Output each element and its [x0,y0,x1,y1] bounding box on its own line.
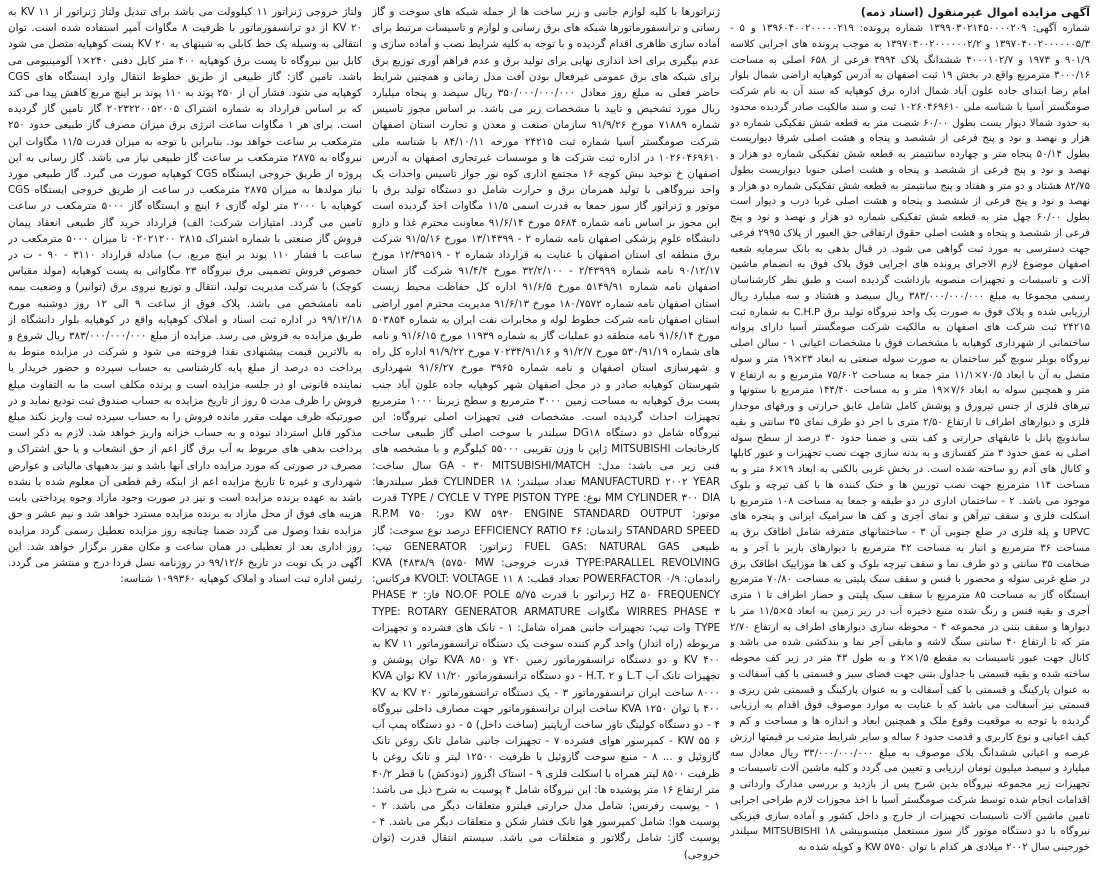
notice-column-left [8,4,362,876]
notice-body-part-1: شماره آگهی: ۱۳۹۹۰۳۰۲۱۴۵۰۰۰۰۲۰۹ شماره پرونده: ۱۳۹۶۰۴۰۰۲۰۰۰۰۰۲۱۹ و ۵ - ۱۳۹۷۰۴۰۰۲۰۰۰۰۰۰۵/۳ و ۱۳۹۷۰۴۰۰۲۰۰۰۰۰۰۲/۲ به موجب پرونده های اجرایی کلاسه ۹۰۱/۹ و ۱۹۷۳ و ۴۰۰۰۱۰۲/۷ ششدانگ پلاک ۳۹۹۴ فرعی از ۶۵۸ اصلی به مساحت ۳۰۰۰/۱۶ مترمربع واقع در بخش ۱۹ ثبت اصفهان به آدرس کوهپایه اراضی شمال بلوار امام رضا ابتدای جاده علون آباد شمال اداره برق کوهپایه که سند آن به نام شرکت صومگستر آسیا با شناسه ملی ۱۰۲۶۰۴۶۹۶۱۰ ثبت و سند مالکیت صادر گردیده محدود به حدود شمالا دیوار یست بطول ۶۰/۰۰ شصت متر به قطعه شش تفکیکی شماره دو هزار و نهصد و نود و پنج فرعی از ششصد و پنجاه و هشت اصلی شرقا دیواریست بطول ۵۰/۱۴ پنجاه متر و چهارده سانتیمتر به قطعه شش تفکیکی شماره دو هزار و نهصد و نود و پنج فرعی از ششصد و پنجاه و هشت اصلی جنوبا دیواریست بطول ۸۲/۷۵ هشتاد و دو متر و هفتاد و پنج سانتیمتر به قطعه شش تفکیکی شماره دو هزار و نهصد و نود و پنج فرعی از ششصد و پنجاه و هشت اصلی غربا درب و دیوار است بطول ۶۰/۰۰ چهل متر به قطعه شش تفکیکی شماره دو هزار و نهصد و نود و پنج فرعی از ششصد و پنجاه و هشت اصلی حقوق ارتفاقی حق العبور از پلاک ۲۹۹۵ فرعی جهت دسترسی به مورد ثبت گواهی می شود. در قبال بدهی به بانک سرمایه شعبه اصفهان موضوع لازم الاجرای پرونده های اجرایی فوق پلاک فوق به انضمام ماشین آلات و تاسیسات و تجهیزات منصوبه بازداشت گردیده است و طبق نظر کارشناسان رسمی مجموعا به مبلغ ۳۸۳/۰۰۰/۰۰۰/۰۰۰ ریال سیصد و هشتاد و سه میلیارد ریال ارزیابی شده و پلاک فوق به صورت یک واحد نیروگاه تولید برق C.H.P به شماره ثبت ۲۴۲۱۵ ثبت شرکت های اصفهان به مالکیت شرکت صومگستر آسیا دارای پروانه ساختمانی از شهرداری کوهپایه با مشخصات فوق با مشخصات اعیانی ۱ - سالن اصلی نیروگاه بوبلر سوبچ گیر ساختمان به صورت سوله صنعتی به ابعاد ۲۳×۱۹ متر و سوله متصل به آن با ابعاد ۷۰/۵×۱۱/۱ متر جمعا به مساحت ۷۵/۶۰۲ مترمربع و به ارتفاع ۷ متر و همچنین سوله به ابعاد ۷/۶×۱۹ متر و به مساحت ۱۴۴/۴۰ مترمربع با ستونها و تیرهای فلزی از جنس تیرورق و پوشش کامل شامل عایق حرارتی و ورقهای موجدار فلزی و دیوارهای اطراف تا ارتفاع ۲/۵۰ متری با اجر دو طرف نمای ۳۵ سانتی و بقیه ساندویچ پانل با عایقهای حرارتی و کف بتنی و ضمنا حدود ۳۰ درصد از سطح سوله اصلی به عمق حدود ۳ متر کفسازی و به بدنه سازی جهت نصب تجهیزات و عبور کابلها و کانال های آدم رو ساخته شده است. در بخش غربی بالکنی به ابعاد ۱۹×۶ متر و به مساحت ۱۱۴ مترمربع جهت نصب توربین ها و خنک کننده ها با کف تیرچه و بلوک موجود می باشد. ۲ - ساختمان اداری در دو طبقه و جمعا به مساحت ۱۰۸ مترمربع با اسکلت فلزی و سقف تیرآهن و نمای آجری و کف ها سرامیک ایرانی و پنجره های UPVC و پله فلزی در ضلع جنوبی آن ۳ - ساختمانهای متفرقه شامل اطاقک برق به مساحت ۳۶ مترمربع و انبار به مساحت ۴۲ مترمربع با دیوارهای باربر با آجر و به ضخامت ۳۵ سانتی و دو طرف نما و سقف تیرچه بلوک و کف ها موزاییک اطاقک برق در ضلع غربی سوله و محصور با فنس و سقف سبک پلیتی به مساحت ۷۰/۸۰ مترمربع ایستگاه گاز به مساحت ۸۵ مترمربع با سقف سبک پلیتی و حصار اطراف تا ۱ متری آجری و بقیه فنس و رنگ شده منبع ذخیره آب در زیر زمین به ابعاد ۵×۱۱/۵ متر با دیوارها و سقف بتنی در مجموعه ۴ - محوطه سازی دیوارهای اطراف به ارتفاع ۲/۷۰ متر که تا ارتفاع ۴۰ سانتی سنگ لاشه و مابقی آجر نما و بندکشی شده می باشد و کانال جهت عبور تاسیسات به مقطع ۱/۵×۲ و به طول ۴۳ متر در زیر کف محوطه ساخته شده و بقیه قسمتی با جداول بتنی جهت فضای سبز و قسمتی با کف آسفالت و به عنوان پارکینگ و قسمتی با کف آسفالت و به عنوان پارکینگ و قسمتی شن ریزی و قسمتی نیز آسفالت می باشد که با عنایت به موارد موصوف فوق اقدام به ارزیابی گردیده با توجه به موقعیت وقوع ملک و همچنین ابعاد و اندازه ها و مساحت و کم و کیف اعیانی و نوع کاربری و قدمت حدود ۶ ساله و سایر شرایط مترتب بر قیمتها ارزش عرصه و اعیانی ششدانگ پلاک موصوف به مبلغ ۳۳/۰۰۰/۰۰۰/۰۰۰ ریال معادل سه میلیارد و سیصد میلیون تومان ارزیابی و تعیین می گردد و کلیه ماشین آلات تاسیسات و تجهیزات زیر مجموعه نیروگاه بدین شرح پس از بازدید و بررسی مدارک وارداتی و اقدامات انجام شده توسط شرکت صومگستر آسیا با اخذ مجوزات لازم طراحی اجرایی تامین ماشین آلات تاسیسات تجهیزات از خارج و داخل کشور و آماده سازی فیزیکی نیروگاه با دو دستگاه موتور گاز سوز مستعمل میتسوبیشی MITSUBISHI ۱۸ سیلندر خورجینی سال ۲۰۰۲ میلادی هر کدام با توان KW ۵۷۵۰ و کوپله شده به [730,23,1090,853]
notice-column-right [730,4,1090,876]
notice-column-middle [372,4,720,876]
notice-body-part-3: ولتاژ خروجی ژنراتور ۱۱ کیلوولت می باشد برای تبدیل ولتاژ ژنراتور از KV ۱۱ به KV ۲۰ از دو ترانسفورماتور با ظرفیت ۸ مگاوات آمپر استفاده شده است. توان انتقالی به وسیله یک خط کابلی به شینهای به KV ۲۰ پست کوهپایه متصل می شود کابل بین نیروگاه تا پست برق کوهپایه ۴۰۰ متر کابل دفنی ۲۴۰×۱ آلومینیومی می باشد. تامین گاز: گاز طبیعی از طریق خطوط انتقال وارد ایستگاه های CGS کوهپایه می شود. فشار آن از ۲۵۰ پوند به ۱۱۰ پوند بر اینچ مربع کاهش پیدا می کند که بر اساس قرارداد به شماره اشتراک ۲۰۲۳۲۲۰۰۵۲۰۰۵ گاز تامین گاز گردیده است. برای هر ۱ مگاوات ساعت انرژی برق میزان مصرف گاز طبیعی حدود ۲۵۰ مترمکعب بر ساعت خواهد بود. بنابراین با توجه به میزان قدرت ۱۱/۵ مگاوات این نیروگاه به ۲۸۷۵ مترمکعب بر ساعت گاز طبیعی نیاز می باشد. گاز رسانی به این پروژه از طریق خروجی ایستگاه CGS کوهپایه صورت می گیرد. گاز طبیعی مورد نیاز مولدها به میزان ۲۸۷۵ مترمکعب در ساعت از طریق خروجی ایستگاه CGS کوهپایه با ۲۰۰۰ متر لوله گازی ۶ اینچ و ایستگاه گاز ۵۰۰۰ مترمکعب در ساعت تامین می گردد. امتیازات شرکت: الف) قرارداد خرید گاز طبیعی انعقاد پیمان فروش گاز صنعتی با شماره اشتراک ۲۸۱۵ ۰۲۰۲۱۲۰۰ تا میزان ۵۰۰۰ مترمکعب در ساعت با فشار ۱۱۰ پوند بر اینچ مربع. ب) مبادله قرارداد ۳۱۱۰ - ۹۰ - ت در خصوص فروش تضمینی برق نیروگاه ۲۳ مگاواتی به پست کوهپایه (مولد مقیاس کوچک) با شرکت مدیریت تولید، انتقال و توزیع نیروی برق (توانیر) و وضعیت بیمه نامه نامشخص می باشد. پلاک فوق از ساعت ۹ الی ۱۲ روز دوشنبه مورخ ۹۹/۱۲/۱۸ در اداره ثبت اسناد و املاک کوهپایه واقع در کوهپایه بلوار دانشگاه از طریق مزایده به فروش می رسد. مزایده از مبلغ ۳۸۳/۰۰۰/۰۰۰/۰۰۰ ریال شروع و به بالاترین قیمت پیشنهادی نقدا فروخته می شود و شرکت در مزایده منوط به پرداخت ده درصد از مبلغ پایه کارشناسی به حساب سپرده و حضور خریدار یا نماینده قانونی او در جلسه مزایده است و برنده مکلف است ما به التفاوت مبلغ فروش را ظرف مدت ۵ روز از تاریخ مزایده به حساب صندوق ثبت تودیع نماید و در صورتیکه ظرف مهلت مقرر مانده فروش را به حساب سپرده ثبت واریز نکند مبلغ مذکور قابل استرداد نبوده و به حساب خزانه واریز خواهد شد. لازم به ذکر است پرداخت بدهی های مربوط به آب برق گاز اعم از حق انشعاب و یا حق اشتراک و مصرف در صورتی که مورد مزایده دارای آنها باشد و نیز بدهیهای مالیاتی و عوارض شهرداری و غیره تا تاریخ مزایده اعم از اینکه رقم قطعی آن معلوم شده یا نشده باشد به عهده برنده مزایده است و نیز در صورت وجود مازاد وجوه پرداختی بابت هزینه های فوق از محل مازاد به برنده مزایده مسترد خواهد شد و نیم عشر و حق مزایده نقدا وصول می گردد ضمنا چنانچه روز مزایده تعطیل رسمی گردد مزایده روز اداری بعد از تعطیلی در همان ساعت و مکان مقرر برگزار خواهد شد. این آگهی در یک نوبت در تاریخ ۹۹/۱۲/۶ در روزنامه نسل فردا درج و منتشر می گردد. رئیس اداره ثبت اسناد و املاک کوهپایه ۱۰۹۹۳۶۰ شناسه: [8,6,362,586]
notice-title: آگهی مزایده اموال غیرمنقول (اسناد ذمه) [860,6,1090,19]
notice-body-part-2: ژنراتورها با کلیه لوازم جانبی و زیر ساخت ها از جمله شبکه های سوخت و گاز رسانی و ترانسفورماتورها شبکه های برق رسانی و لوازم و تاسیسات مرتبط برای آماده سازی ظاهری اقدام گردیده و با توجه به کلیه شرایط نصب و آماده سازی و عدم بیگیری برای اخذ اندازی نهایی برای تولید برق و عدم فراهم آوری توزیع برق برای شبکه های برق عمومی غیرفعال بودن آفت مدل زمانی و همچنین شرایط حاضر فعلی به مبلغ روز معادل ۳۵۰/۰۰۰/۰۰۰/۰۰۰ ریال سیصد و پنجاه میلیارد ریال مورد تشخیص و تایید با مشخصات زیر می باشد. بر اساس مجوز تاسیس شماره ۷۱۸۸۹ مورخ ۹۱/۹/۲۶ سازمان صنعت و معدن و تجارت استان اصفهان شرکت صومگستر آسیا شماره ثبت ۲۴۲۱۵ مورخه ۸۴/۱۰/۱۱ با شناسه ملی ۱۰۲۶۰۴۶۹۶۱۰ در اداره ثبت شرکت ها و موسسات غیرتجاری اصفهان به آدرس اصفهان خ توحید نبش کوچه ۱۶ مجتمع اداری کوه نور جواز تاسیس واحدات یک واحد نیروگاهی با تولید همزمان برق و حرارت شامل دو دستگاه تولید برق با موتور و ژنراتور گاز سوز جمعا به قدرت اسمی ۱۱/۵ مگاوات اخذ گردیده است این مجوز بر اساس نامه شماره ۵۶۸۴ مورخ ۹۱/۶/۱۴ معاونت محترم غذا و دارو دانشگاه علوم پزشکی اصفهان نامه شماره ۲ - ۱۳/۱۴۳۹۹ مورخ ۹۱/۵/۱۶ شرکت برق منطقه ای استان اصفهان با عنایت به قرارداد شماره ۲ - ۱۲/۳۹۵۱۹ مورخ ۹۰/۱۲/۱۷ نامه شماره ۲/۴۳۹۹۹ - ۳۲/۲/۱۰۰ مورخ ۹۱/۴/۴ شرکت گاز استان اصفهان نامه شماره ۵۱۴۹/۹۱ مورخ ۹۱/۶/۵ اداره کل حفاظت محیط زیست استان اصفهان نامه شماره ۱۸۰/۷۵۷۲ مورخ ۹۱/۶/۱۳ مدیریت محترم امور اراضی استان اصفهان نامه شرکت خطوط لوله و مخابرات نفت ایران به شماره ۵۰۳۸۵۴ مورخ ۹۱/۶/۱۴ نامه منطقه دو عملیات گاز به شماره ۱۱۹۳۹ مورخ ۹۱/۶/۱۵ و نامه های شماره ۵۳۰/۹۱/۱۹ مورخ ۹۱/۲/۷ و ۷۰۲۳۴/۹۱/۱۶ مورخ ۹۱/۹/۲۲ اداره کل راه و شهرسازی استان اصفهان و نامه شماره ۳۹۶۵ مورخ ۹۱/۶/۲۷ شهرداری شهرستان کوهپایه صادر و در محل اصفهان شهر کوهپایه جاده علون آباد جنب پست برق کوهپایه به مساحت زمین ۳۰۰۰ مترمربع و سطح زیربنا ۱۰۰۰ مترمربع تجهیزات احداث گردیده است. مشخصات فنی تجهیزات اصلی نیروگاه: این نیروگاه شامل دو دستگاه DG۱۸ سیلندر با سوخت اصلی گاز طبیعی ساخت کارخانجات MITSUBISHI ژاپن با وزن تقریبی ۵۵۰۰۰ کیلوگرم و با مشخصه های فنی زیر می باشد: مدل: GA - ۳۰ MITSUBISHI/MATCH سال ساخت: MANUFACTURD ۲۰۰۲ YEAR تعداد سیلندر: CYLINDER ۱۸ قطر سیلندرها: MM CYLINDER ۳۰۰ DIA نوع: TYPE / CYCLE V TYPE PISTON TYPE قدرت موتور: KW ۵۹۳۰ ENGINE STANDARD OUTPUT دور: R.P.M ۷۵۰ STANDARD SPEED راندمان: EFFICIENCY RATIO ۴۶ درصد نوع سوخت: گاز طبیعی FUEL GAS: NATURAL GAS ژنراتور: GENERATOR تیپ: TYPE:PARALLEL REVOLVING قدرت خروجی: KVA (۴۸۳۸/۹ (۵۷۵۰ MW راندمان: ۰/۹ POWERFACTOR تعداد قطب: ۸ KVOLT: VOLTAGE ۱۱ فرکانس: HZ ۵۰ FREQUENCY ژنراتور با قدرت ۵/۷۵ NO.OF POLE فاز: PHASE ۳ WIRRES PHASE ۳ مگاوات TYPE: ROTARY GENERATOR ARMATURE TYPE وات تیپ: تجهیزات جانبی همراه شامل: ۱ - تانک های فشرده و تجهیزات مربوطه (راه انداز) واحد گرم کننده سوخت یک دستگاه ترانسفورماتور KV ۱۱ به KV ۴۰۰ و دو دستگاه ترانسفورماتور زمین ۷۴۰ و KVA ۸۵۰ توان پوشش و تجهیزات تانک آب L.T و H.T. ۲ - دو دستگاه ترانسفورماتور KV ۱۱/۲۰ توان KVA ۸۰۰۰ ساخت ایران ترانسفورماتور ۳ - یک دستگاه ترانسفورماتور KV ۲۰ به KV ۴۰۰ با توان KVA ۱۲۵۰ ساخت ایران ترانسفورماتور جهت مصارف داخلی نیروگاه ۴ - دو دستگاه کولینگ تاور ساخت آریاپنیز (ساخت داخل) ۵ - دو دستگاه پمپ آب KW ۵۵ ۶ - کمپرسور هوای فشرده ۷ - تجهیزات جانبی شامل تانک روغن تانک گازوئیل و ... ۸ - منبع سوخت گازوئیل با ظرفیت ۱۲۵۰۰ لیتر و تانک روغن با ظرفیت ۸۵۰۰ لیتر همراه با اسکلت فلزی ۹ - استاک اگزوز (دودکش) با قطر ۴۰/۲ متر ارتفاع ۱۶ متر پوشیده ها: این نیروگاه شامل ۴ پوسیت به شرح ذیل می باشد: ۱ - پوسیت رفرنس: شامل مدل حرارتی فیلترو متعلقات دیگر می باشد. ۲ - پوسیت هوا: شامل کمپرسور هوا تانک فشار شکن و متعلقات دیگر می باشد. ۴ - پوسیت گاز: شامل رگلاتور و متعلقات می باشد. سیستم انتقال قدرت (توان خروجی) [372,6,720,861]
